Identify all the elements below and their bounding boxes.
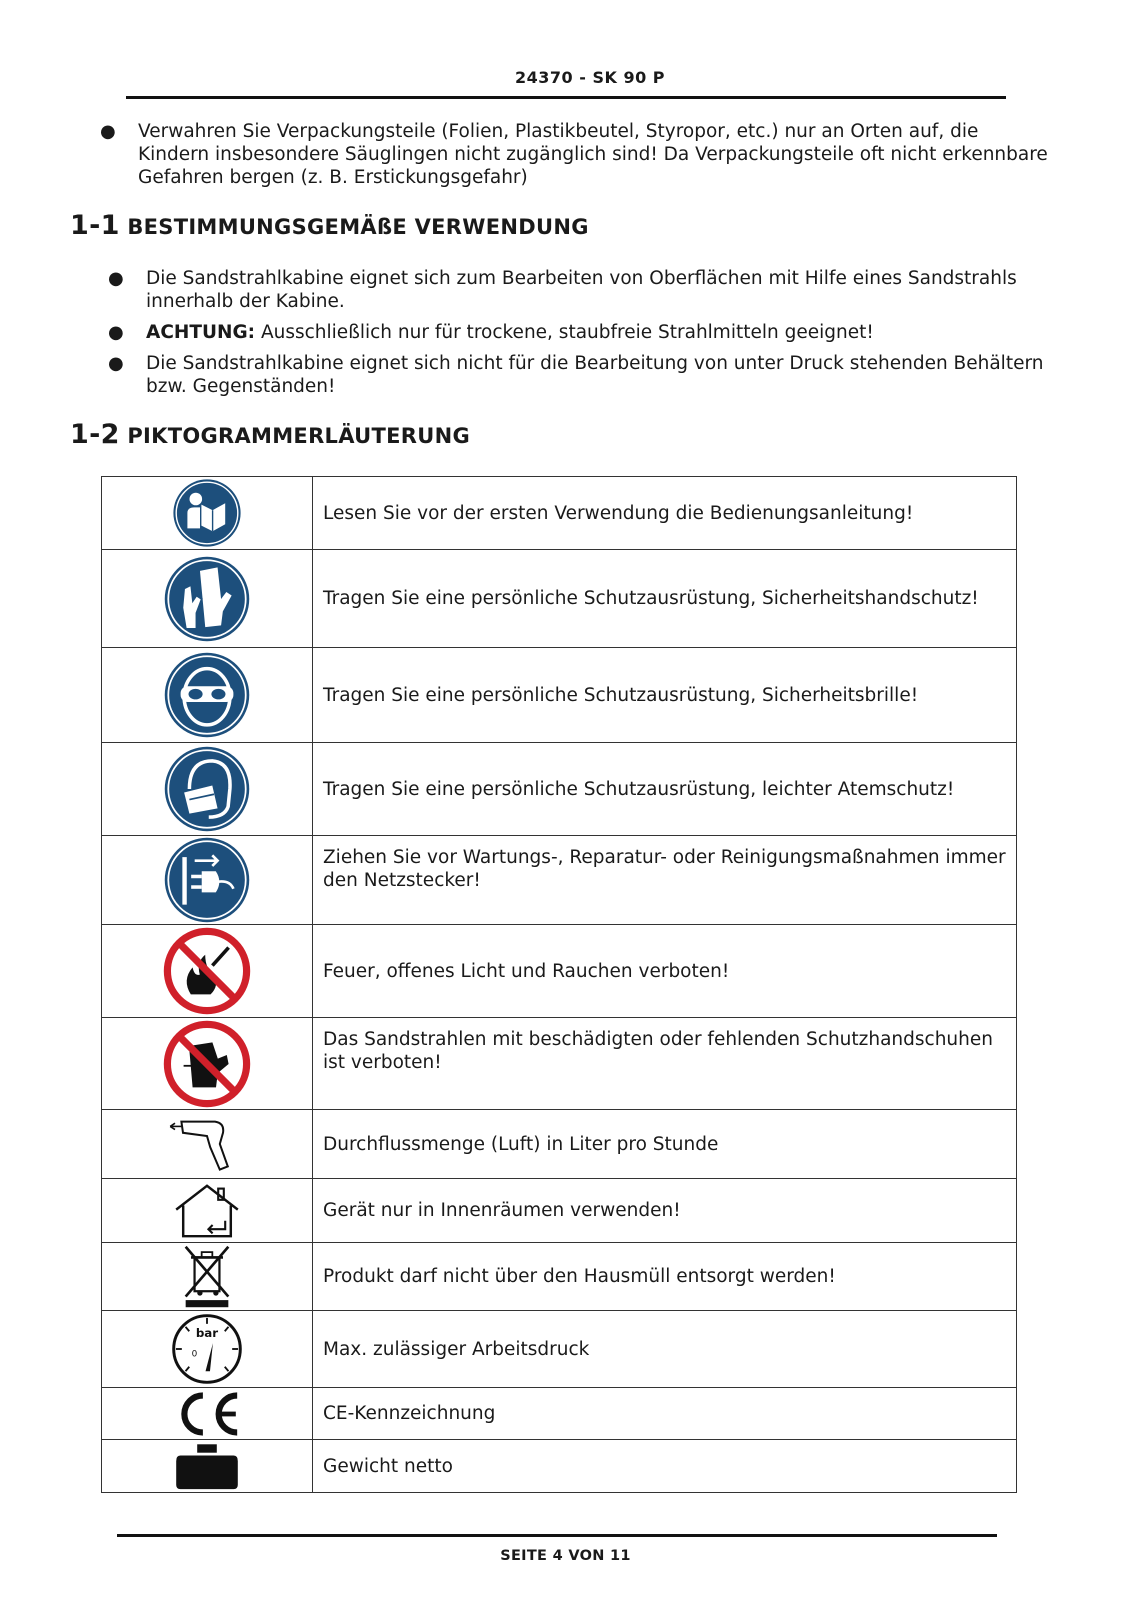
list-item — [108, 267, 1068, 313]
section-title: PIKTOGRAMMERLÄUTERUNG — [127, 424, 470, 448]
pictogram-description: Das Sandstrahlen mit beschädigten oder fehlenden Schutzhandschuhen ist verboten! — [313, 1018, 1017, 1110]
section-title: BESTIMMUNGSGEMÄßE VERWENDUNG — [127, 215, 589, 239]
weight-icon — [172, 1441, 242, 1491]
gauge-unit-label: bar — [195, 1326, 219, 1341]
list-item-text: Ausschließlich nur für trockene, staubfreie Strahlmitteln geeignet! — [255, 322, 874, 343]
section-heading-1-1 — [70, 210, 589, 241]
pictogram-description: Lesen Sie vor der ersten Verwendung die Bedienungsanleitung! — [313, 477, 1017, 550]
section-heading-1-2 — [70, 419, 470, 450]
pictogram-description: Gerät nur in Innenräumen verwenden! — [313, 1179, 1017, 1243]
table-row — [102, 1311, 1017, 1388]
intro-bullet — [100, 120, 1050, 189]
pictogram-description: Tragen Sie eine persönliche Schutzausrüstung, Sicherheitsbrille! — [313, 648, 1017, 743]
pictogram-description: Max. zulässiger Arbeitsdruck — [313, 1311, 1017, 1388]
bullet-dot-icon: ● — [108, 322, 124, 343]
table-row — [102, 1110, 1017, 1179]
list-item — [108, 321, 1068, 344]
table-row — [102, 1440, 1017, 1493]
pictogram-description: Tragen Sie eine persönliche Schutzausrüstung, Sicherheitshandschutz! — [313, 550, 1017, 648]
table-row — [102, 648, 1017, 743]
section-number: 1-2 — [70, 419, 120, 450]
pictogram-description: Ziehen Sie vor Wartungs-, Reparatur- oder Reinigungsmaßnahmen immer den Netzstecker! — [313, 836, 1017, 925]
pictogram-description: Gewicht netto — [313, 1440, 1017, 1493]
table-row — [102, 1388, 1017, 1440]
section-number: 1-1 — [70, 210, 120, 241]
read-manual-icon — [172, 478, 242, 548]
table-row — [102, 836, 1017, 925]
pictogram-description: Durchflussmenge (Luft) in Liter pro Stunde — [313, 1110, 1017, 1179]
gloves-icon — [163, 555, 251, 643]
gauge-zero-label: 0 — [191, 1349, 198, 1360]
air-gun-icon — [167, 1111, 247, 1177]
list-item — [108, 352, 1068, 398]
footer-rule — [117, 1534, 997, 1537]
respirator-icon — [163, 745, 251, 833]
ce-mark-icon — [172, 1390, 242, 1438]
table-row — [102, 477, 1017, 550]
page-number: SEITE 4 VON 11 — [500, 1548, 631, 1564]
weee-bin-icon — [180, 1245, 234, 1309]
bullet-dot-icon: ● — [108, 268, 124, 289]
pictogram-description: Tragen Sie eine persönliche Schutzausrüstung, leichter Atemschutz! — [313, 743, 1017, 836]
bullet-dot-icon: ● — [100, 121, 116, 142]
indoor-use-icon — [172, 1182, 242, 1240]
warning-label: ACHTUNG: — [146, 322, 256, 343]
list-item-text: Die Sandstrahlkabine eignet sich zum Bearbeiten von Oberflächen mit Hilfe eines Sandstrahls innerhalb der Kabine. — [146, 268, 1017, 312]
no-damaged-gloves-icon — [162, 1019, 252, 1109]
no-fire-icon — [162, 926, 252, 1016]
header-rule — [126, 96, 1006, 99]
pictogram-description: Produkt darf nicht über den Hausmüll entsorgt werden! — [313, 1243, 1017, 1311]
usage-bullet-list — [108, 267, 1068, 406]
table-row — [102, 743, 1017, 836]
list-item-text: Die Sandstrahlkabine eignet sich nicht für die Bearbeitung von unter Druck stehenden Behältern bzw. Gegenständen! — [146, 353, 1044, 397]
safety-goggles-icon — [163, 651, 251, 739]
unplug-icon — [163, 836, 251, 924]
pictogram-description: CE-Kennzeichnung — [313, 1388, 1017, 1440]
table-row — [102, 925, 1017, 1018]
table-row — [102, 550, 1017, 648]
table-row — [102, 1243, 1017, 1311]
pressure-gauge-icon — [170, 1312, 244, 1386]
bullet-dot-icon: ● — [108, 353, 124, 374]
pictogram-description: Feuer, offenes Licht und Rauchen verboten! — [313, 925, 1017, 1018]
table-row — [102, 1018, 1017, 1110]
page-header-title: 24370 - SK 90 P — [515, 68, 665, 87]
pictogram-table — [101, 476, 1017, 1493]
intro-bullet-text: Verwahren Sie Verpackungsteile (Folien, Plastikbeutel, Styropor, etc.) nur an Orten auf, die Kindern insbesondere Säuglingen nicht zugänglich sind! Da Verpackungsteile oft nicht erkennbare Gefahren bergen (z. B. Erstickungsgefahr) — [138, 121, 1048, 188]
table-row — [102, 1179, 1017, 1243]
